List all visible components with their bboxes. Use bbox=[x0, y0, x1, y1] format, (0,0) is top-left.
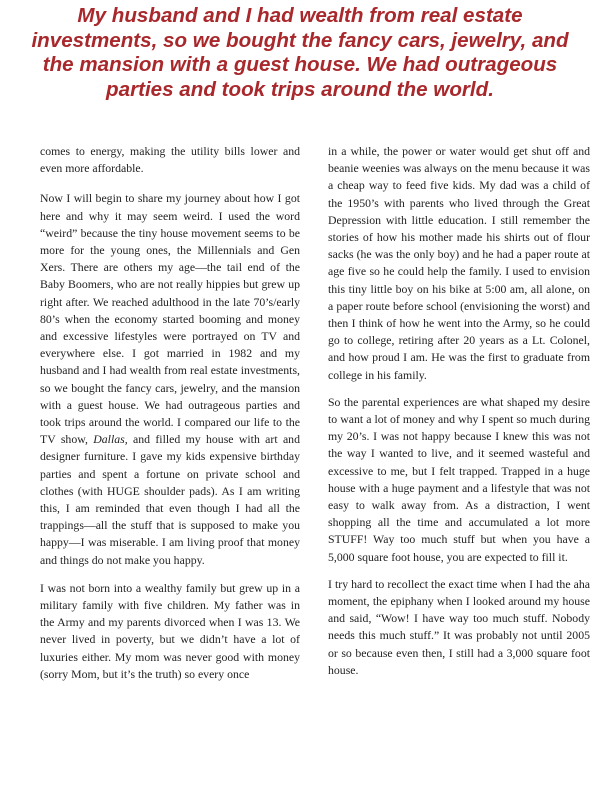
left-column bbox=[40, 143, 300, 694]
right-column bbox=[328, 143, 590, 689]
paragraph-text: Now I will begin to share my journey about how I got here and why it may seem weird. I used the word “weird” because the tiny house movement seems to be more for the young ones, the Millennials and Gen Xers. There are others my age—the tail end of the Baby Boomers, who are not really hippies but grew up right after. We reached adulthood in the late 70’s/early 80’s when the economy started booming and money and excessive lifestyles were portrayed on TV and everywhere else. I got married in 1982 and my husband and I had wealth from real estate investments, so we bought the fancy cars, jewelry, and the mansion with a guest house. We had outrageous parties and took trips around the world. I compared our life to the TV show, bbox=[40, 191, 300, 447]
pull-quote: My husband and I had wealth from real estate investments, so we bought the fancy cars, jewelry, and the mansion with a guest house. We had outrageous parties and took trips around the world. bbox=[31, 4, 569, 101]
paragraph: So the parental experiences are what shaped my desire to want a lot of money and why I spent so much during my 20’s. I was not happy because I knew this was not the way I wanted to live, and it seemed wasteful and excessive to me, but I felt trapped. Trapped in a huge house with a huge payment and a lifestyle that was not easy to walk away from. As a distraction, I went shopping all the time and accumulated a lot more STUFF! Way too much stuff but when you have a 5,000 square foot house, you are expected to fill it. bbox=[328, 394, 590, 564]
paragraph-text: and filled my house with art and designer furniture. I gave my kids expensive birthday parties and spent a fortune on private school and clothes (with HUGE shoulder pads). As I am writing this, I am reminded that even though I had all the trappings—all the stuff that is supposed to make you happy—I was miserable. I am living proof that money and things do not make you happy. bbox=[40, 432, 300, 567]
show-title: Dallas, bbox=[93, 432, 128, 447]
paragraph bbox=[40, 190, 300, 568]
paragraph: I try hard to recollect the exact time when I had the aha moment, the epiphany when I looked around my house and said, “Wow! I have way too much stuff. Nobody needs this much stuff.” It was probably not until 2005 or so because even then, I still had a 3,000 square foot house. bbox=[328, 576, 590, 677]
paragraph: comes to energy, making the utility bills lower and even more affordable. bbox=[40, 144, 300, 176]
paragraph: in a while, the power or water would get shut off and beanie weenies was always on the menu because it was a cheap way to feed five kids. My dad was a child of the 1950’s with parents who lived through the Great Depression with little education. I still remember the stories of how his mother made his shirts out of flour sacks (he was the only boy) and he had a paper route at age five so he could help the family. I used to envision this tiny little boy on his bike at 5:00 am, all alone, on a paper route before school (envisioning the worst) and then I think of how he went into the Army, so he could go to college, retiring after 20 years as a Lt. Colonel, and how proud I am. He was the first to graduate from college in his family. bbox=[328, 144, 590, 382]
paragraph: I was not born into a wealthy family but grew up in a military family with five children. My father was in the Army and my parents divorced when I was 13. We never lived in poverty, but we didn’t have a lot of luxuries either. My mom was never good with money (sorry Mom, but it’s the truth) so every once bbox=[40, 580, 300, 681]
